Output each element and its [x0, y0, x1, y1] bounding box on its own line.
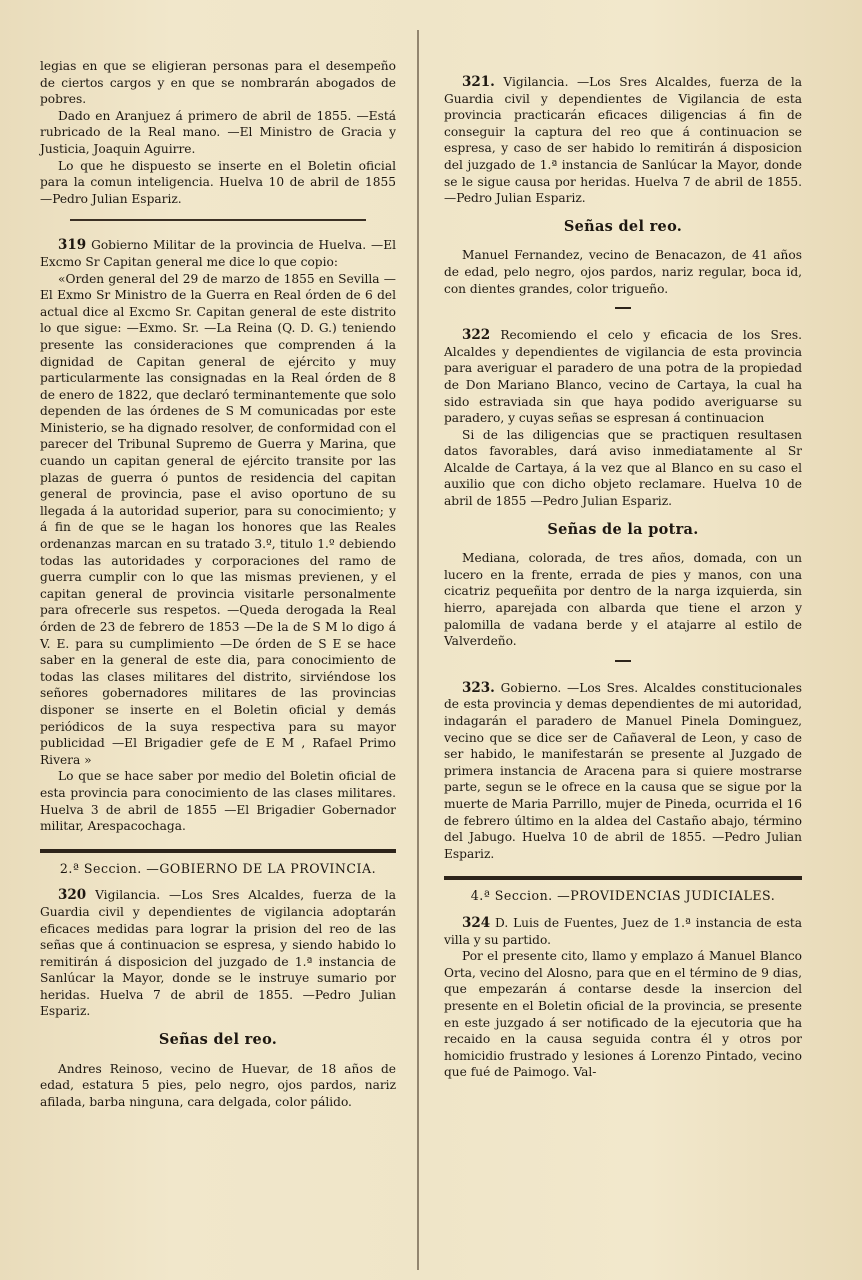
paragraph: legias en que se eligieran personas para el desempeño de ciertos cargos y en que se nombrarán abogados de pobres.	[40, 59, 396, 107]
article-number: 319	[58, 237, 87, 254]
article-321	[444, 74, 802, 207]
paragraph: Lo que se hace saber por medio del Boletin oficial de esta provincia para conocimiento de las clases militares. Huelva 3 de abril de 1855 —El Brigadier Gobernador militar, Arespacochaga.	[40, 769, 396, 834]
separator-dash	[615, 307, 631, 309]
article-319	[40, 237, 396, 270]
article-text: Recomiendo el celo y eficacia de los Sres. Alcaldes y dependientes de vigilancia de esta provincia para averiguar el paradero de una potra de la propiedad de Don Mariano Blanco, vecino de Cartaya, la cual ha sido estraviada sin que haya podido averiguarse su paradero, y cuyas señas se espresan á continuacion	[444, 328, 803, 426]
paragraph: Por el presente cito, llamo y emplazo á Manuel Blanco Orta, vecino del Alosno, para que en el término de 9 dias, que empezarán á contarse desde la insercion del presente en el Boletin oficial de la provincia, se presente en este juzgado á ser notificado de la ejecutoria que ha recaido en la causa seguida contra él y otros por homicidio frustrado y lesiones á Lorenzo Pintado, vecino que fué de Paimogo. Val-	[444, 949, 802, 1080]
section-rule	[444, 876, 802, 880]
section-rule	[40, 849, 396, 853]
article-text: Vigilancia. —Los Sres Alcaldes, fuerza de la Guardia civil y dependientes de Vigilancia de esta provincia practicarán eficaces diligencias á fin de conseguir la captura del reo que á continuacion se espresa, y caso de ser habido lo remitirán á disposicion del juzgado de 1.ª instancia de Sanlúcar la Mayor, donde se le sigue causa por heridas. Huelva 7 de abril de 1855. —Pedro Julian Espariz.	[444, 75, 803, 206]
subheading: Señas del reo.	[563, 217, 683, 235]
article-text: Gobierno Militar de la provincia de Huelva. —El Excmo Sr Capitan general me dice lo que copio:	[40, 238, 397, 269]
article-text: Vigilancia. —Los Sres Alcaldes, fuerza de la Guardia civil y dependientes de vigilancia adoptarán eficaces medidas para lograr la prision del reo de las señas que á continuacion se espresa, y siendo habido lo remitirán á disposicion del juzgado de 1.ª instancia de Sanlúcar la Mayor, donde se le instruye sumario por heridas. Huelva 7 de abril de 1855. —Pedro Julian Espariz.	[40, 888, 397, 1019]
subheading: Señas del reo.	[158, 1031, 278, 1049]
paragraph: Dado en Aranjuez á primero de abril de 1855. —Está rubricado de la Real mano. —El Ministro de Gracia y Justicia, Joaquin Aguirre.	[40, 108, 396, 156]
right-column	[444, 74, 802, 1081]
separator-dash	[615, 660, 631, 662]
subheading: Señas de la potra.	[547, 520, 699, 538]
article-number: 324	[462, 914, 491, 931]
paragraph: Manuel Fernandez, vecino de Benacazon, de 41 años de edad, pelo negro, ojos pardos, nariz regular, boca id, con dientes grandes, color trigueño.	[444, 248, 802, 296]
article-323	[444, 680, 802, 863]
article-number: 322	[462, 327, 491, 344]
paragraph: Lo que he dispuesto se inserte en el Boletin oficial para la comun inteligencia. Huelva 10 de abril de 1855 —Pedro Julian Espariz.	[40, 158, 396, 206]
section-heading: 4.ª Seccion. —PROVIDENCIAS JUDICIALES.	[470, 888, 776, 904]
article-number: 321.	[462, 74, 495, 90]
paragraph: «Orden general del 29 de marzo de 1855 en Sevilla —El Exmo Sr Ministro de la Guerra en Real órden de 6 del actual dice al Excmo Sr. Capitan general de este distrito lo que sigue: —Exmo. Sr. —La Reina (Q. D. G.) teniendo presente las consideraciones que comprenden á la dignidad de Capitan general de ejército y muy particularmente las consignadas en la Real órden de 8 de enero de 1822, que declaró terminantemente que solo dependen de las órdenes de S M comunicadas por este Ministerio, se ha dignado resolver, de conformidad con el parecer del Tribunal Supremo de Guerra y Marina, que cuando un capitan general de ejército transite por las plazas de guerra ó puntos de residencia del capitan general de provincia, pase el aviso oportuno de su llegada á la autoridad superior, para su conocimiento; y á fin de que se le hagan los honores que las Reales ordenanzas marcan en su tratado 3.º, titulo 1.º debiendo todas las autoridades y corporaciones del ramo de guerra cumplir con lo que las mismas previenen, y el capitan general de provincia visitarle personalmente para ofrecerle sus respetos. —Queda derogada la Real órden de 23 de febrero de 1853 —De la de S M lo digo á V. E. para su cumplimiento —De órden de S E se hace saber en la general de este dia, para conocimiento de todas las clases militares del distrito, sirviéndose los señores gobernadores militares de las provincias disponer se inserte en el Boletin oficial y demás periódicos de la suya respectiva para su mayor publicidad —El Brigadier gefe de E M , Rafael Primo Rivera »	[40, 271, 396, 767]
separator-rule	[70, 219, 366, 221]
paragraph: Si de las diligencias que se practiquen resultasen datos favorables, dará aviso inmediatamente al Sr Alcalde de Cartaya, á la vez que al Blanco en su caso el auxilio que con dicho objeto reclamare. Huelva 10 de abril de 1855 —Pedro Julian Espariz.	[444, 427, 802, 509]
left-column	[40, 58, 396, 1110]
article-number: 320	[58, 887, 87, 904]
article-322	[444, 327, 802, 427]
paragraph: Mediana, colorada, de tres años, domada, con un lucero en la frente, errada de pies y manos, con una cicatriz pequeñita por dentro de la narga izquierda, sin hierro, aparejada con albarda que tiene el arzon y palomilla de vadana berde y el atajarre al estilo de Valverdeño.	[444, 551, 802, 649]
column-divider	[417, 30, 419, 1270]
article-text: Gobierno. —Los Sres. Alcaldes constitucionales de esta provincia y demas dependientes de mi autoridad, indagarán el paradero de Manuel Pinela Dominguez, vecino que se dice ser de Cañaveral de Leon, y caso de ser habido, le manifestarán se presente al Juzgado de primera instancia de Aracena para si quiere mostrarse parte, segun se le ofrece en la causa que se sigue por la muerte de Maria Parrillo, mujer de Pineda, ocurrida el 16 de febrero último en la aldea del Castaño abajo, término del Jabugo. Huelva 10 de abril de 1855. —Pedro Julian Espariz.	[444, 680, 802, 861]
article-text: D. Luis de Fuentes, Juez de 1.ª instancia de esta villa y su partido.	[444, 915, 802, 947]
article-324	[444, 915, 802, 948]
section-heading: 2.ª Seccion. —GOBIERNO DE LA PROVINCIA.	[59, 860, 377, 876]
paragraph: Andres Reinoso, vecino de Huevar, de 18 años de edad, estatura 5 pies, pelo negro, ojos pardos, nariz afilada, barba ninguna, cara delgada, color pálido.	[40, 1061, 396, 1109]
article-320	[40, 887, 396, 1020]
article-number: 323.	[462, 679, 495, 696]
